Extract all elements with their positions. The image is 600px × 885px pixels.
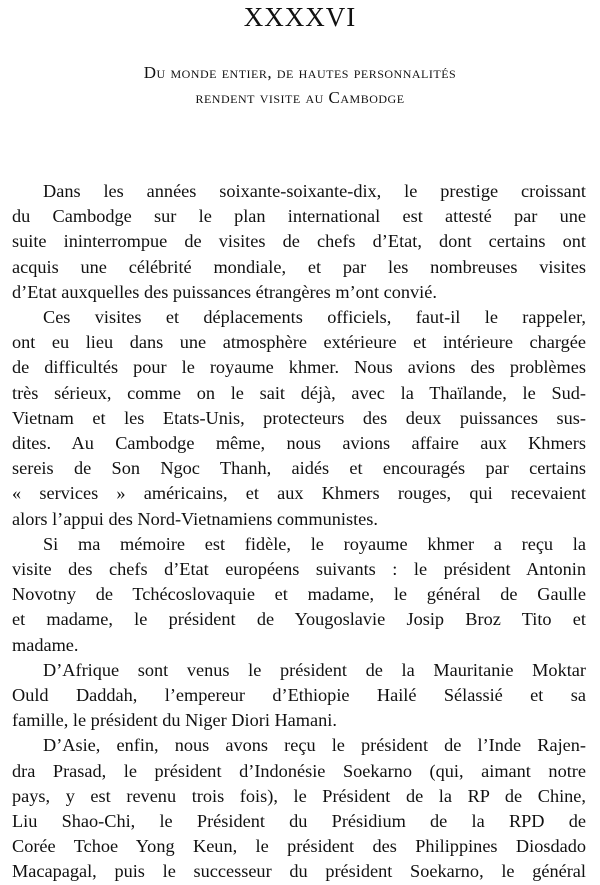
text-line: alors l’appui des Nord-Vietnamiens communistes.: [12, 508, 378, 529]
text-line: ont eu lieu dans une atmosphère extérieure et intérieure chargée: [12, 332, 586, 353]
text-line: D’Asie, enfin, nous avons reçu le président de l’Inde Rajen-: [43, 735, 586, 756]
text-line: d’Etat auxquelles des puissances étrangères m’ont convié.: [12, 281, 437, 302]
text-line: et madame, le président de Yougoslavie Josip Broz Tito et: [12, 609, 586, 630]
text-line: dra Prasad, le président d’Indonésie Soekarno (qui, aimant notre: [12, 760, 586, 781]
text-line: Macapagal, puis le successeur du président Soekarno, le général: [12, 861, 586, 882]
text-line: Dans les années soixante-soixante-dix, le prestige croissant: [43, 181, 586, 201]
chapter-number: XXXXVI: [243, 2, 357, 32]
body-text: [12, 179, 586, 885]
text-line: suite ininterrompue de visites de chefs d’Etat, dont certains ont: [12, 231, 586, 252]
text-line: de difficultés pour le royaume khmer. Nous avions des problèmes: [12, 357, 586, 378]
text-line: du Cambodge sur le plan international est attesté par une: [12, 206, 586, 227]
text-line: Ces visites et déplacements officiels, faut-il le rappeler,: [43, 307, 586, 328]
chapter-title-line: rendent visite au Cambodge: [195, 88, 405, 107]
text-line: sereis de Son Ngoc Thanh, aidés et encouragés par certains: [12, 458, 586, 479]
text-line: dites. Au Cambodge même, nous avions affaire aux Khmers: [12, 433, 586, 454]
text-line: visite des chefs d’Etat européens suivants : le président Antonin: [12, 559, 586, 580]
text-line: Liu Shao-Chi, le Président du Présidium de la RPD de: [12, 811, 586, 832]
text-line: Novotny de Tchécoslovaquie et madame, le général de Gaulle: [12, 584, 586, 605]
text-line: Si ma mémoire est fidèle, le royaume khmer a reçu la: [43, 533, 586, 554]
chapter-title-line: Du monde entier, de hautes personnalités: [143, 63, 457, 82]
text-line: Ould Daddah, l’empereur d’Ethiopie Hailé Sélassié et sa: [12, 685, 586, 706]
text-line: madame.: [12, 634, 79, 655]
text-line: D’Afrique sont venus le président de la Mauritanie Moktar: [43, 659, 586, 680]
text-line: acquis une célébrité mondiale, et par les nombreuses visites: [12, 256, 586, 277]
text-line: pays, y est revenu trois fois), le Président de la RP de Chine,: [12, 785, 586, 806]
text-line: très sérieux, comme on le sait déjà, avec la Thaïlande, le Sud-: [12, 382, 586, 403]
text-line: Vietnam et les Etats-Unis, protecteurs des deux puissances sus-: [12, 407, 586, 428]
text-line: Corée Tchoe Yong Keun, le président des Philippines Diosdado: [12, 836, 586, 857]
text-line: famille, le président du Niger Diori Hamani.: [12, 710, 337, 731]
chapter-title: [0, 60, 600, 110]
text-line: « services » américains, et aux Khmers rouges, qui recevaient: [12, 483, 586, 504]
